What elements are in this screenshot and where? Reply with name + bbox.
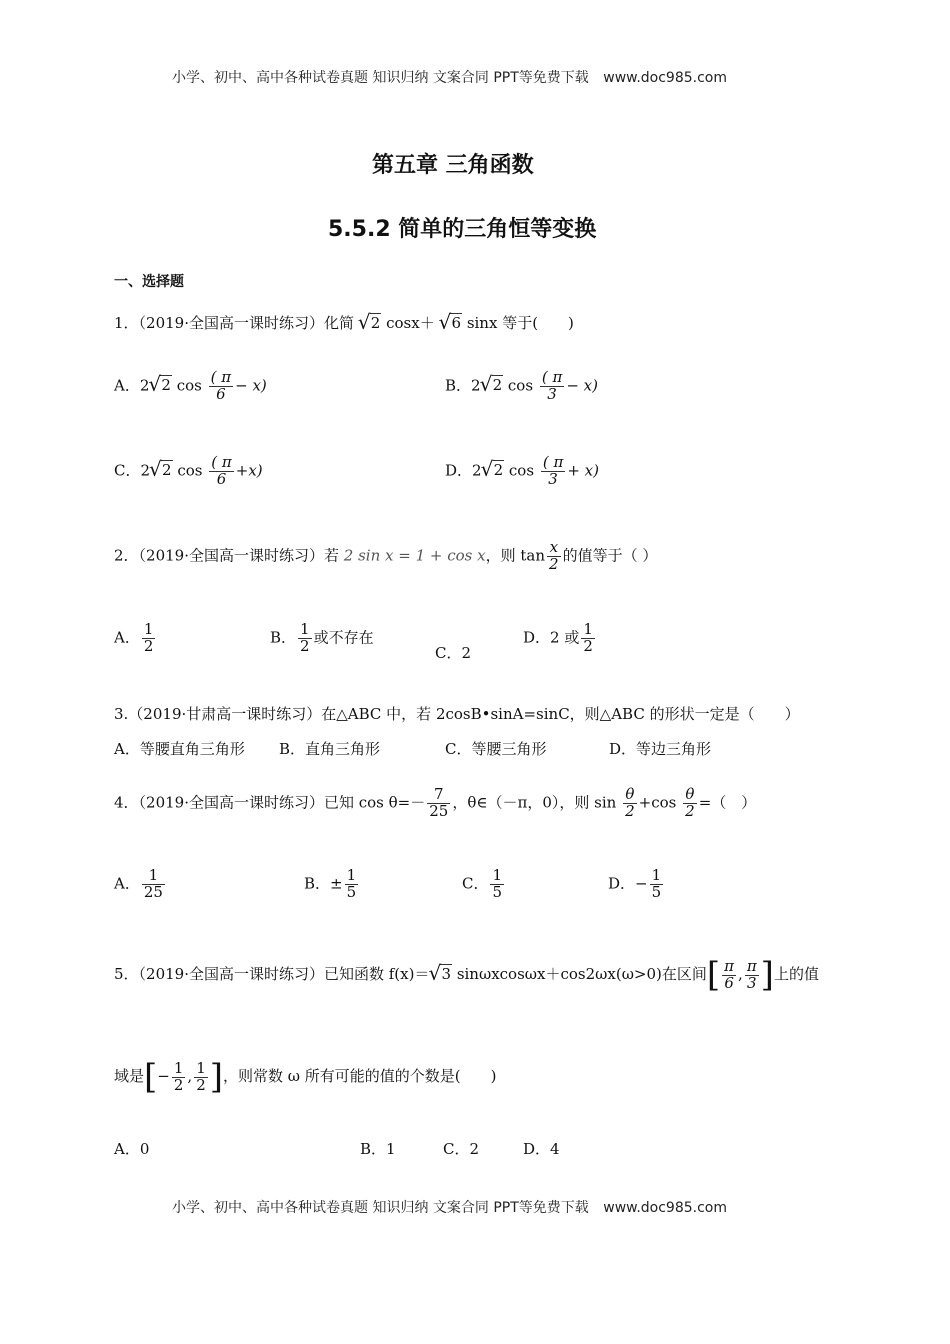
q2-equation: 2 sin x = 1 + cos x bbox=[343, 546, 486, 565]
chapter-title: 第五章 三角函数 bbox=[372, 153, 534, 178]
q3-option-a[interactable]: A．等腰直角三角形 bbox=[114, 740, 245, 758]
question-3: 3.（2019·甘肃高一课时练习）在△ABC 中，若 2cosB•sinA=sinC，则△ABC 的形状一定是（ ） bbox=[114, 705, 800, 723]
footer-site[interactable]: www.doc985.com bbox=[603, 1200, 727, 1216]
q1-cosx: cosx＋ bbox=[386, 314, 435, 332]
q1-b-fraction: $\frac{( \pi}{3}$ bbox=[541, 368, 563, 403]
q1-option-d[interactable]: D．2√ 2 cos $\frac{( \pi}{3}$ + x) bbox=[445, 455, 599, 488]
sqrt-2: √ 2 bbox=[361, 314, 382, 332]
q5-option-b[interactable]: B．1 bbox=[360, 1140, 396, 1158]
question-2: 2．（2019·全国高一课时练习）若 2 sin x = 1 + cos x，则 tan $\frac{x}{2}$ 的值等于（ ） bbox=[114, 538, 658, 573]
q2-option-a[interactable]: A． $\frac{1}{2}$ bbox=[114, 620, 154, 655]
q4-option-c[interactable]: C． $\frac{1}{5}$ bbox=[462, 866, 503, 901]
page-footer bbox=[172, 1197, 727, 1217]
q5-option-a[interactable]: A．0 bbox=[114, 1140, 150, 1158]
q4-option-d[interactable]: D．− $\frac{1}{5}$ bbox=[608, 866, 662, 901]
q2-option-d[interactable]: D．2 或 $\frac{1}{2}$ bbox=[523, 620, 593, 655]
q1-sinx: sinx 等于( ) bbox=[466, 314, 574, 332]
header-site[interactable]: www.doc985.com bbox=[603, 70, 727, 86]
section-title: 5.5.2 简单的三角恒等变换 bbox=[328, 217, 597, 242]
q3-option-b[interactable]: B．直角三角形 bbox=[279, 740, 381, 758]
q2-option-c[interactable]: C．2 bbox=[435, 644, 472, 662]
q3-option-c[interactable]: C．等腰三角形 bbox=[445, 740, 547, 758]
q1-stem: 1．（2019·全国高一课时练习）化简 bbox=[114, 314, 354, 332]
q1-option-a[interactable]: A．2√ 2 cos $\frac{( \pi}{6}$ − x) bbox=[114, 370, 267, 403]
question-1 bbox=[114, 312, 574, 333]
q1-option-b[interactable]: B．2√ 2 cos $\frac{( \pi}{3}$ − x) bbox=[445, 370, 598, 403]
page-header bbox=[172, 67, 727, 87]
question-4: 4．（2019·全国高一课时练习）已知 cos θ=－ $\frac{7}{25}$ ，θ∈（－π，0），则 sin $\frac{\theta}{2}$ +cos $\frac{\theta}{2}$ =（ ） bbox=[114, 785, 757, 820]
question-5-line2: 域是[− $\frac{1}{2}$ , $\frac{1}{2}$ ]，则常数 ω 所有可能的值的个数是( ) bbox=[114, 1057, 497, 1097]
q1-d-fraction: $\frac{( \pi}{3}$ bbox=[542, 453, 564, 488]
q2-fraction: $\frac{x}{2}$ bbox=[549, 538, 559, 573]
header-text: 小学、初中、高中各种试卷真题 知识归纳 文案合同 PPT等免费下载 bbox=[172, 70, 589, 86]
question-5: 5．（2019·全国高一课时练习）已知函数 f(x)＝√ 3 sinωxcosωx＋cos2ωx(ω>0)在区间[ $\frac{\pi}{6}$ , $\frac{\pi}{3}$ ]上的值 bbox=[114, 958, 819, 992]
q4-option-a[interactable]: A． $\frac{1}{25}$ bbox=[114, 866, 163, 901]
q5-option-d[interactable]: D．4 bbox=[523, 1140, 560, 1158]
q2-option-b[interactable]: B． $\frac{1}{2}$ 或不存在 bbox=[270, 620, 374, 655]
q4-option-b[interactable]: B．± $\frac{1}{5}$ bbox=[304, 866, 357, 901]
q3-option-d[interactable]: D．等边三角形 bbox=[609, 740, 712, 758]
footer-text: 小学、初中、高中各种试卷真题 知识归纳 文案合同 PPT等免费下载 bbox=[172, 1200, 589, 1216]
q1-option-c[interactable]: C．2√ 2 cos $\frac{( \pi}{6}$ +x) bbox=[114, 455, 263, 488]
sqrt-6: √ 6 bbox=[441, 314, 462, 332]
q1-c-fraction: $\frac{( \pi}{6}$ bbox=[211, 453, 232, 488]
q1-a-fraction: $\frac{( \pi}{6}$ bbox=[210, 368, 232, 403]
section-label: 一、选择题 bbox=[114, 274, 184, 290]
q5-option-c[interactable]: C．2 bbox=[443, 1140, 480, 1158]
